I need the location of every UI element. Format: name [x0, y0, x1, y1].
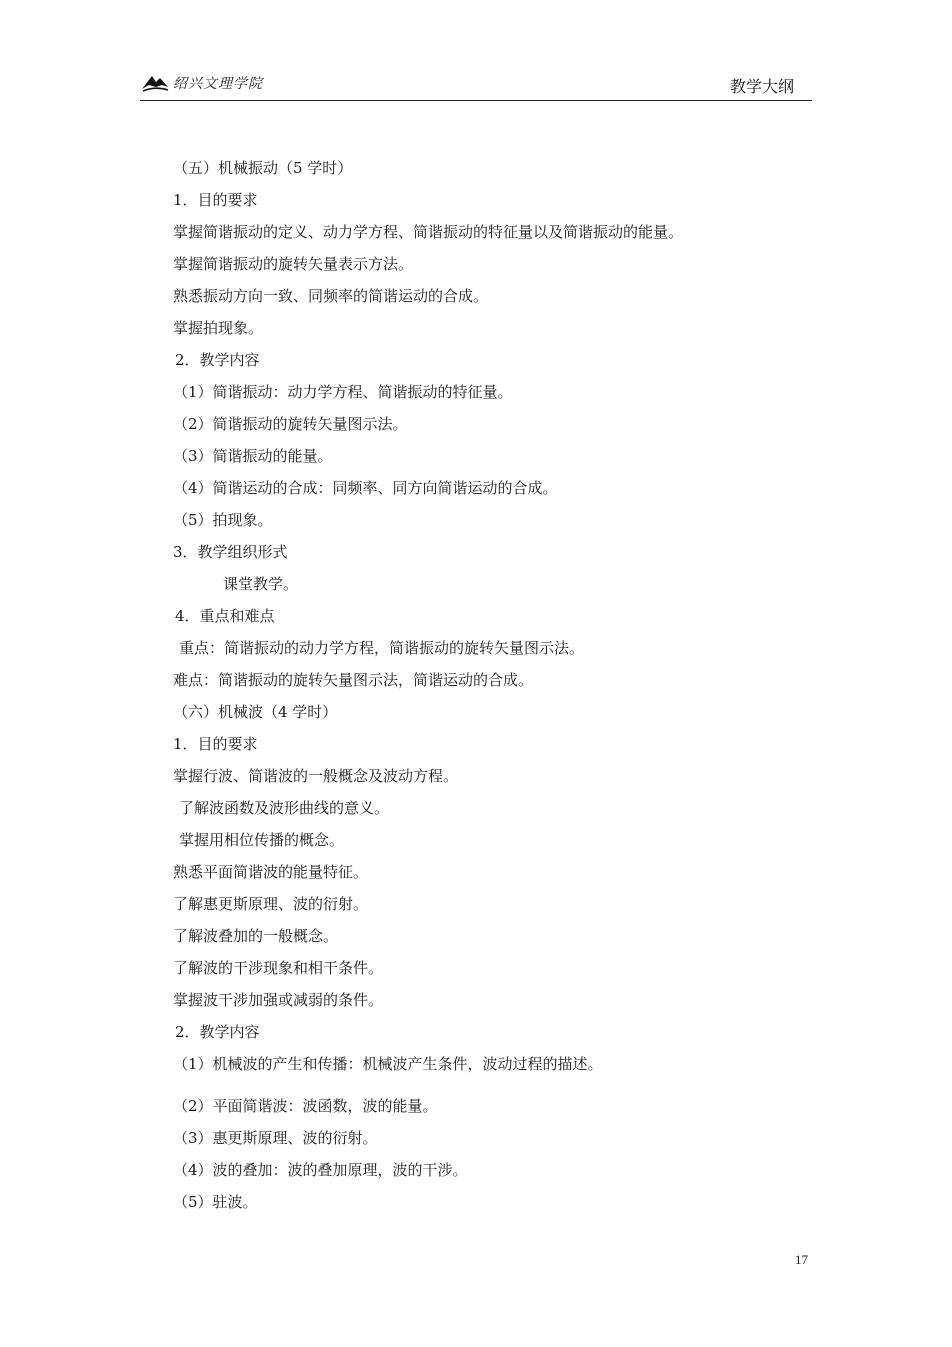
- subheading-objectives: 1．目的要求: [173, 735, 258, 753]
- paragraph: 了解波叠加的一般概念。: [173, 927, 339, 945]
- list-item: （5）驻波。: [173, 1193, 258, 1211]
- paragraph: 掌握行波、简谐波的一般概念及波动方程。: [173, 767, 459, 785]
- subheading-content: 2．教学内容: [175, 351, 260, 369]
- university-logo-icon: [140, 73, 170, 93]
- list-item: （5）拍现象。: [173, 511, 273, 529]
- paragraph: 重点：简谐振动的动力学方程，简谐振动的旋转矢量图示法。: [179, 639, 585, 657]
- paragraph: 掌握波干涉加强或减弱的条件。: [173, 991, 384, 1009]
- document-body: [173, 157, 813, 1223]
- subheading-content: 2．教学内容: [175, 1023, 260, 1041]
- subheading-key-points: 4．重点和难点: [175, 607, 275, 625]
- paragraph: 熟悉振动方向一致、同频率的简谐运动的合成。: [173, 287, 489, 305]
- section-heading-6: （六）机械波（4 学时）: [173, 703, 338, 721]
- paragraph: 掌握拍现象。: [173, 319, 264, 337]
- logo: [140, 72, 263, 94]
- list-item: （1）简谐振动：动力学方程、简谐振动的特征量。: [173, 383, 513, 401]
- list-item: （3）惠更斯原理、波的衍射。: [173, 1129, 378, 1147]
- paragraph: 掌握用相位传播的概念。: [179, 831, 345, 849]
- section-heading-5: （五）机械振动（5 学时）: [173, 159, 353, 177]
- logo-text: 绍兴文理学院: [173, 76, 263, 92]
- subheading-objectives: 1．目的要求: [173, 191, 258, 209]
- list-item: （4）简谐运动的合成：同频率、同方向简谐运动的合成。: [173, 479, 558, 497]
- page-header: [140, 66, 812, 101]
- list-item: （2）简谐振动的旋转矢量图示法。: [173, 415, 408, 433]
- paragraph: 熟悉平面简谐波的能量特征。: [173, 863, 369, 881]
- subheading-format: 3．教学组织形式: [173, 543, 288, 561]
- list-item: （1）机械波的产生和传播：机械波产生条件，波动过程的描述。: [173, 1055, 603, 1073]
- paragraph: 了解惠更斯原理、波的衍射。: [173, 895, 369, 913]
- list-item: （3）简谐振动的能量。: [173, 447, 333, 465]
- paragraph: 掌握简谐振动的旋转矢量表示方法。: [173, 255, 414, 273]
- list-item: （2）平面简谐波：波函数，波的能量。: [173, 1097, 438, 1115]
- page-number: 17: [795, 1252, 808, 1267]
- paragraph: 课堂教学。: [223, 575, 299, 593]
- list-item: （4）波的叠加：波的叠加原理，波的干涉。: [173, 1161, 468, 1179]
- paragraph: 了解波函数及波形曲线的意义。: [179, 799, 390, 817]
- paragraph: 掌握简谐振动的定义、动力学方程、简谐振动的特征量以及简谐振动的能量。: [173, 223, 684, 241]
- paragraph: 了解波的干涉现象和相干条件。: [173, 959, 384, 977]
- header-title: 教学大纲: [729, 77, 794, 96]
- paragraph: 难点：简谐振动的旋转矢量图示法，简谐运动的合成。: [173, 671, 534, 689]
